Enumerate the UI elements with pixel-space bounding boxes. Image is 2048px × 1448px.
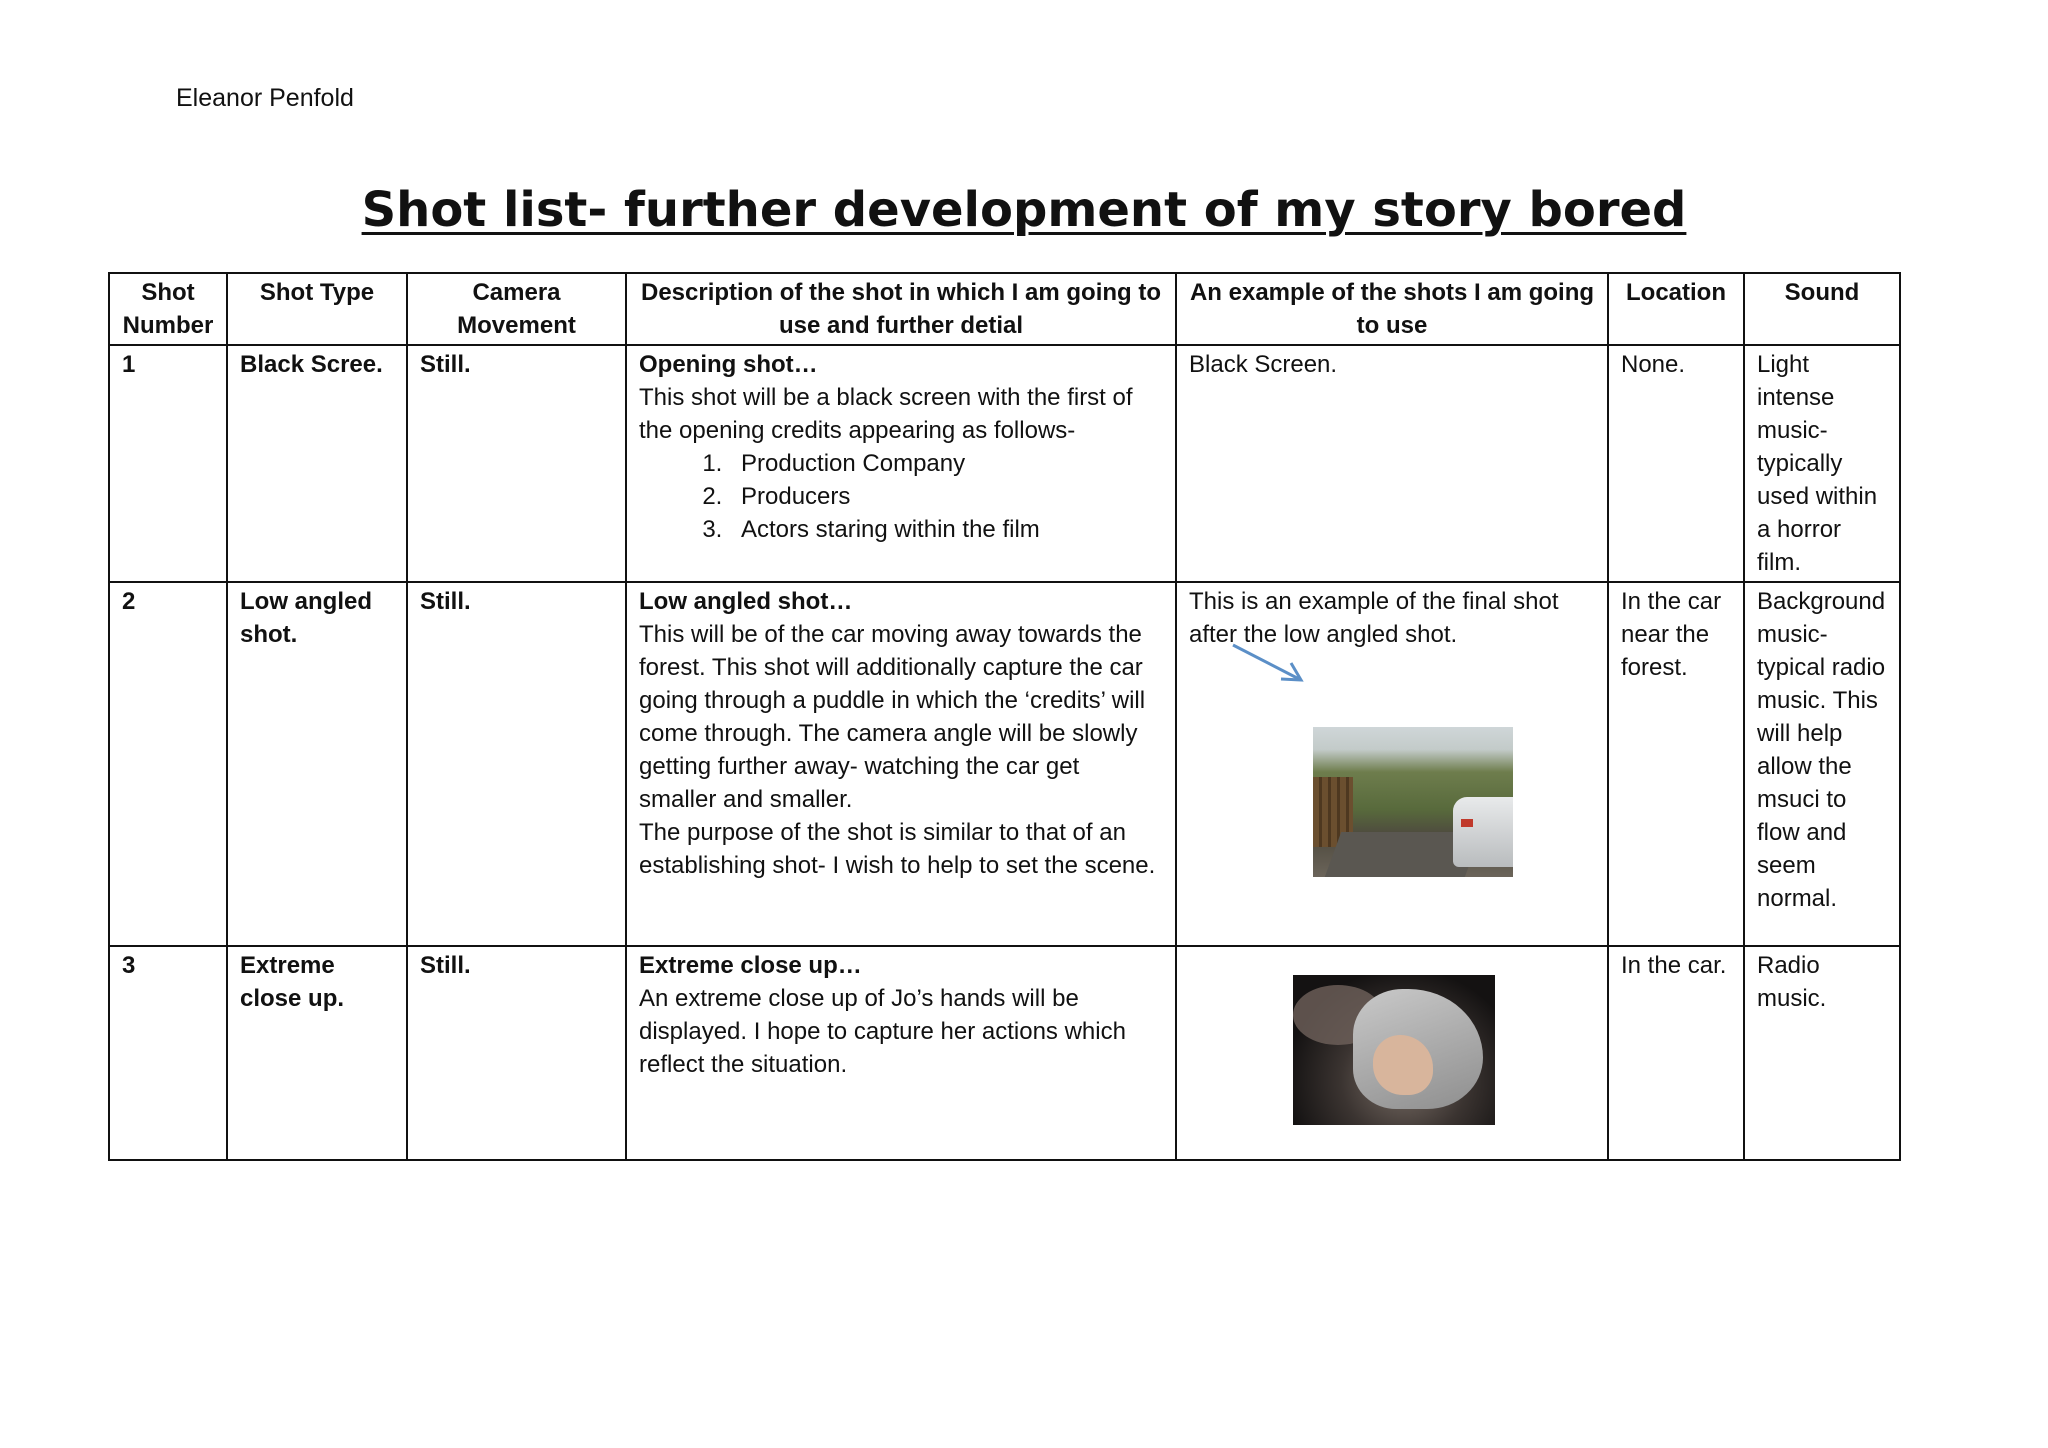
header-shot-type: Shot Type (227, 273, 407, 345)
credits-list (639, 447, 1163, 546)
location-cell: None. (1608, 345, 1744, 582)
header-shot-number: Shot Number (109, 273, 227, 345)
header-sound: Sound (1744, 273, 1900, 345)
car-shape (1453, 797, 1513, 867)
description-body: An extreme close up of Jo’s hands will be displayed. I hope to capture her actions which reflect the situation. (639, 985, 1126, 1078)
header-example: An example of the shots I am going to use (1176, 273, 1608, 345)
location-cell: In the car. (1608, 946, 1744, 1160)
description-cell (626, 582, 1176, 946)
example-text: This is an example of the final shot after the low angled shot. (1189, 588, 1559, 648)
example-cell: Black Screen. (1176, 345, 1608, 582)
description-body-purpose: The purpose of the shot is similar to that of an establishing shot- I wish to help to set the scene. (639, 819, 1156, 879)
camera-movement-cell: Still. (407, 946, 626, 1160)
author-name: Eleanor Penfold (176, 84, 354, 112)
sound-cell: Background music- typical radio music. This will help allow the msuci to flow and seem normal. (1744, 582, 1900, 946)
shot-type-cell: Low angled shot. (227, 582, 407, 946)
example-cell (1176, 582, 1608, 946)
hands-closeup-photo (1293, 975, 1495, 1125)
table-row (109, 946, 1900, 1160)
camera-movement-cell: Still. (407, 345, 626, 582)
list-item: 1. Production Company (729, 447, 1163, 480)
description-body: This shot will be a black screen with the first of the opening credits appearing as follows- (639, 384, 1133, 444)
header-description: Description of the shot in which I am going to use and further detial (626, 273, 1176, 345)
arrow-down-right-icon (1229, 639, 1309, 689)
list-item: 3. Actors staring within the film (729, 513, 1163, 546)
description-title: Opening shot… (639, 351, 818, 378)
camera-movement-cell: Still. (407, 582, 626, 946)
example-content (1189, 585, 1595, 651)
example-cell (1176, 946, 1608, 1160)
description-body: This will be of the car moving away towards the forest. This shot will additionally capture the car going through a puddle in which the ‘credits’ will come through. The camera angle will be slowly getting further away- watching the car get smaller and smaller. (639, 621, 1146, 813)
shot-type-cell: Black Scree. (227, 345, 407, 582)
sound-cell: Radio music. (1744, 946, 1900, 1160)
shot-number-cell: 2 (109, 582, 227, 946)
header-location: Location (1608, 273, 1744, 345)
table-header-row (109, 273, 1900, 345)
forest-road-car-photo (1313, 727, 1513, 877)
page-title-container (0, 182, 2048, 238)
tail-light-shape (1461, 819, 1473, 827)
header-camera-movement: Camera Movement (407, 273, 626, 345)
table-row (109, 582, 1900, 946)
table-row (109, 345, 1900, 582)
shot-list-table (108, 272, 1901, 1161)
shot-type-cell: Extreme close up. (227, 946, 407, 1160)
location-cell: In the car near the forest. (1608, 582, 1744, 946)
description-title: Low angled shot… (639, 588, 853, 615)
description-cell (626, 345, 1176, 582)
description-cell (626, 946, 1176, 1160)
page-title: Shot list- further development of my story bored (361, 182, 1687, 238)
shot-number-cell: 1 (109, 345, 227, 582)
description-title: Extreme close up… (639, 952, 862, 979)
shot-number-cell: 3 (109, 946, 227, 1160)
list-item: 2. Producers (729, 480, 1163, 513)
sound-cell: Light intense music- typically used within a horror film. (1744, 345, 1900, 582)
